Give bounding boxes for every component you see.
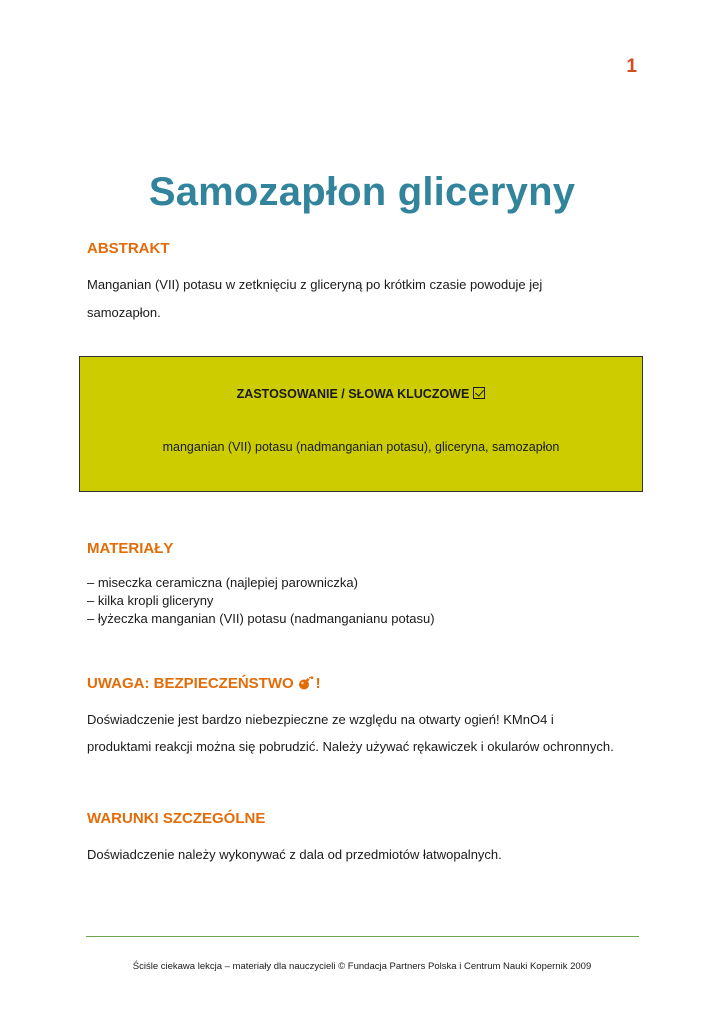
checkbox-checked-icon bbox=[473, 387, 485, 399]
page-title: Samozapłon gliceryny bbox=[148, 170, 576, 214]
list-item: – kilka kropli gliceryny bbox=[87, 593, 214, 608]
bomb-icon bbox=[296, 676, 316, 690]
abstract-line-1: Manganian (VII) potasu w zetknięciu z gliceryną po krótkim czasie powoduje jej bbox=[87, 277, 543, 292]
conditions-heading: WARUNKI SZCZEGÓLNE bbox=[87, 810, 266, 827]
footer-text: Ściśle ciekawa lekcja – materiały dla nauczycieli © Fundacja Partners Polska i Centrum Nauki Kopernik 2009 bbox=[132, 961, 592, 972]
safety-line-1: Doświadczenie jest bardzo niebezpieczne ze względu na otwarty ogień! KMnO4 i bbox=[87, 712, 554, 727]
abstract-heading: ABSTRAKT bbox=[87, 240, 170, 257]
conditions-text: Doświadczenie należy wykonywać z dala od przedmiotów łatwopalnych. bbox=[87, 847, 502, 862]
footer-divider bbox=[86, 936, 639, 937]
keywords-text: manganian (VII) potasu (nadmanganian potasu), gliceryna, samozapłon bbox=[162, 440, 560, 454]
safety-line-2: produktami reakcji można się pobrudzić. Należy używać rękawiczek i okularów ochronnych. bbox=[87, 739, 614, 754]
safety-heading-row bbox=[87, 675, 321, 692]
materials-heading: MATERIAŁY bbox=[87, 540, 174, 557]
keywords-box bbox=[79, 356, 643, 492]
list-item: – miseczka ceramiczna (najlepiej parowniczka) bbox=[87, 575, 358, 590]
list-item: – łyżeczka manganian (VII) potasu (nadmanganianu potasu) bbox=[87, 611, 435, 626]
materials-list bbox=[87, 574, 435, 628]
keywords-heading: ZASTOSOWANIE / SŁOWA KLUCZOWE bbox=[236, 387, 470, 401]
safety-heading: UWAGA: BEZPIECZEŃSTWO bbox=[87, 675, 294, 692]
abstract-line-2: samozapłon. bbox=[87, 305, 161, 320]
keywords-heading-row bbox=[80, 387, 642, 401]
page-number: 1 bbox=[626, 56, 637, 77]
safety-heading-suffix: ! bbox=[315, 675, 321, 692]
